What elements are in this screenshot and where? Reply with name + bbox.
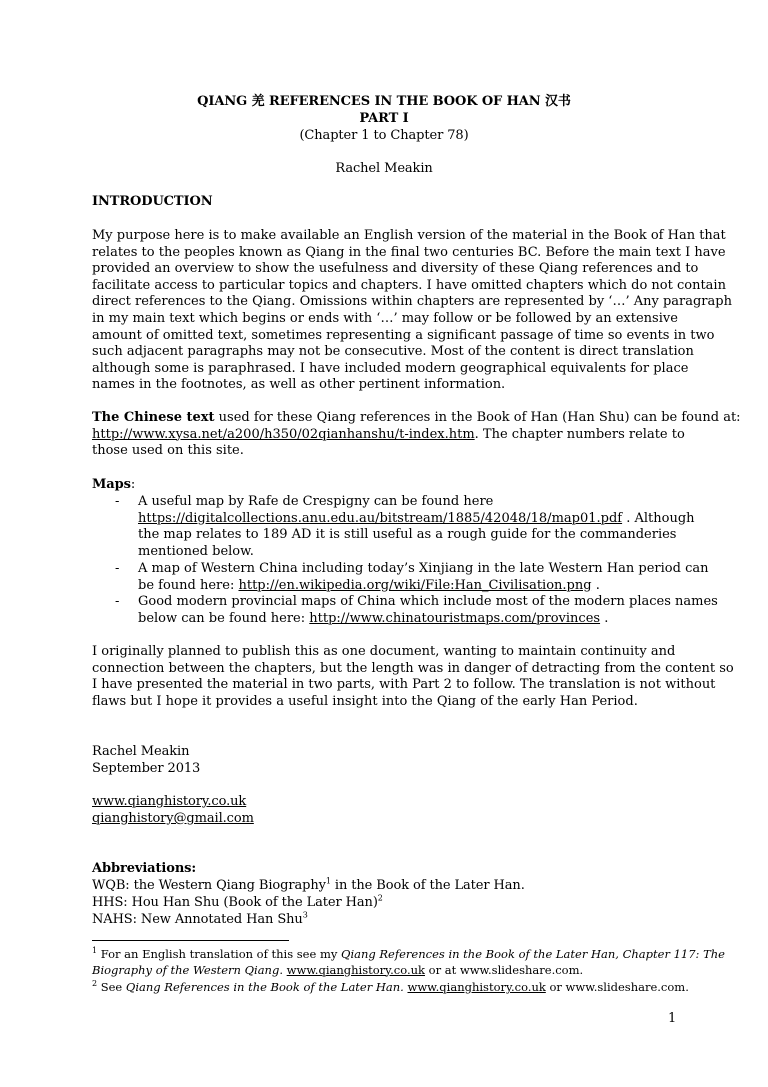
abbrev-hhs <box>92 895 383 912</box>
intro-line: amount of omitted text, sometimes representing a significant passage of time so events in two <box>92 327 715 343</box>
plan-line: connection between the chapters, but the length was in danger of detracting from the content so <box>92 660 734 676</box>
introduction-heading: INTRODUCTION <box>92 194 213 209</box>
footnote-ref-2[interactable]: 2 <box>377 893 383 903</box>
intro-line: provided an overview to show the usefulness and diversity of these Qiang references and to <box>92 261 699 277</box>
footnote-website-link[interactable]: www.qianghistory.co.uk <box>286 962 425 977</box>
title-main: REFERENCES IN THE BOOK OF HAN <box>268 94 541 109</box>
signature-date: September 2013 <box>92 761 201 776</box>
footnote-text: . <box>279 962 287 977</box>
title-chinese-hanshu: 汉书 <box>545 94 571 109</box>
intro-line: My purpose here is to make available an English version of the material in the Book of Han that <box>92 228 726 243</box>
intro-line: although some is paraphrased. I have included modern geographical equivalents for place <box>92 360 689 376</box>
map-item-western-china <box>138 561 709 594</box>
footnote-number: 2 <box>92 979 98 989</box>
footnote-divider <box>92 940 289 941</box>
intro-line: in my main text which begins or ends with ‘…’ may follow or be followed by an extensive <box>92 310 678 326</box>
map-item-text: mentioned below. <box>138 543 254 559</box>
chapter-range: (Chapter 1 to Chapter 78) <box>299 128 469 143</box>
crespigny-map-link[interactable]: https://digitalcollections.anu.edu.au/bitstream/1885/42048/18/map01.pdf <box>138 510 623 526</box>
intro-line: such adjacent paragraphs may not be consecutive. Most of the content is direct translation <box>92 344 694 360</box>
map-item-text: . Although <box>622 510 695 526</box>
plan-line: I originally planned to publish this as one document, wanting to maintain continuity and <box>92 644 676 659</box>
map-item-text: . <box>600 610 609 626</box>
plan-paragraph <box>92 644 734 710</box>
introduction-paragraph <box>92 228 732 394</box>
abbrev-wqb-after: in the Book of the Later Han. <box>330 878 525 893</box>
footnote-2 <box>92 980 692 996</box>
footnote-ref-3[interactable]: 3 <box>302 910 308 920</box>
map-item-text: be found here: <box>138 577 239 593</box>
abbrev-wqb-text: WQB: the Western Qiang Biography <box>92 878 326 893</box>
chinese-text-body-2: . The chapter numbers relate to <box>474 426 685 442</box>
map-item-crespigny <box>138 494 695 560</box>
map-item-text: Good modern provincial maps of China which include most of the modern places names <box>138 594 718 609</box>
footnote-number: 1 <box>92 946 98 956</box>
intro-line: facilitate access to particular topics and chapters. I have omitted chapters which do not contain <box>92 277 726 293</box>
author-name: Rachel Meakin <box>335 161 433 176</box>
maps-heading-line <box>92 477 135 494</box>
document-title <box>0 94 768 111</box>
map-item-text: the map relates to 189 AD it is still useful as a rough guide for the commanderies <box>138 527 677 543</box>
part-label: PART I <box>359 111 409 126</box>
abbreviations-heading: Abbreviations: <box>92 861 197 876</box>
signature-name: Rachel Meakin <box>92 744 190 759</box>
intro-line: names in the footnotes, as well as other pertinent information. <box>92 377 506 393</box>
footnote-text: For an English translation of this see my <box>97 947 342 961</box>
chinese-text-paragraph <box>92 410 741 460</box>
footnote-italic-title: Biography of the Western Qiang <box>92 962 280 977</box>
page-number: 1 <box>668 1011 677 1026</box>
maps-heading: Maps <box>92 477 131 492</box>
map-item-provincial <box>138 594 718 627</box>
footnote-italic-title: Qiang References in the Book of the Later Han. <box>125 980 404 994</box>
title-prefix: QIANG <box>197 94 248 109</box>
chinese-text-body-3: those used on this site. <box>92 443 244 459</box>
abbrev-nahs-text: NAHS: New Annotated Han Shu <box>92 912 303 927</box>
footnote-ref-1[interactable]: 1 <box>325 876 331 886</box>
map-item-text: below can be found here: <box>138 610 310 626</box>
footnote-text: or www.slideshare.com. <box>545 980 689 994</box>
footnote-website-link[interactable]: www.qianghistory.co.uk <box>407 980 546 994</box>
bullet-dash: - <box>115 594 120 609</box>
maps-colon: : <box>130 477 136 492</box>
title-chinese-qiang: 羌 <box>251 94 265 109</box>
map-item-text: A map of Western China including today’s Xinjiang in the late Western Han period can <box>138 561 709 576</box>
abbrev-wqb <box>92 878 525 895</box>
bullet-dash: - <box>115 561 120 576</box>
wikipedia-map-link[interactable]: http://en.wikipedia.org/wiki/File:Han_Civilisation.png <box>238 577 592 593</box>
footnote-text: or at www.slideshare.com. <box>424 962 584 977</box>
email-link[interactable]: qianghistory@gmail.com <box>92 811 254 826</box>
plan-line: I have presented the material in two parts, with Part 2 to follow. The translation is not without <box>92 677 716 693</box>
abbrev-hhs-text: HHS: Hou Han Shu (Book of the Later Han) <box>92 895 378 910</box>
footnote-text: See <box>97 980 126 994</box>
bullet-dash: - <box>115 494 120 509</box>
chinese-text-lead: The Chinese text <box>92 410 215 425</box>
abbrev-nahs <box>92 912 308 929</box>
chinese-text-body: used for these Qiang references in the Book of Han (Han Shu) can be found at: <box>214 410 741 425</box>
intro-line: direct references to the Qiang. Omissions within chapters are represented by ‘…’ Any paragraph <box>92 294 732 310</box>
map-item-text: . <box>591 577 600 593</box>
intro-line: relates to the peoples known as Qiang in the final two centuries BC. Before the main text I have <box>92 244 726 260</box>
map-item-text: A useful map by Rafe de Crespigny can be found here <box>138 494 494 509</box>
chinese-text-link[interactable]: http://www.xysa.net/a200/h350/02qianhanshu/t-index.htm <box>92 426 475 442</box>
footnote-1 <box>92 946 725 978</box>
website-link[interactable]: www.qianghistory.co.uk <box>92 794 247 809</box>
footnote-italic-title: Qiang References in the Book of the Later Han, Chapter 117: The <box>341 947 725 961</box>
plan-line: flaws but I hope it provides a useful insight into the Qiang of the early Han Period. <box>92 693 638 709</box>
provinces-map-link[interactable]: http://www.chinatouristmaps.com/provinces <box>309 610 601 626</box>
